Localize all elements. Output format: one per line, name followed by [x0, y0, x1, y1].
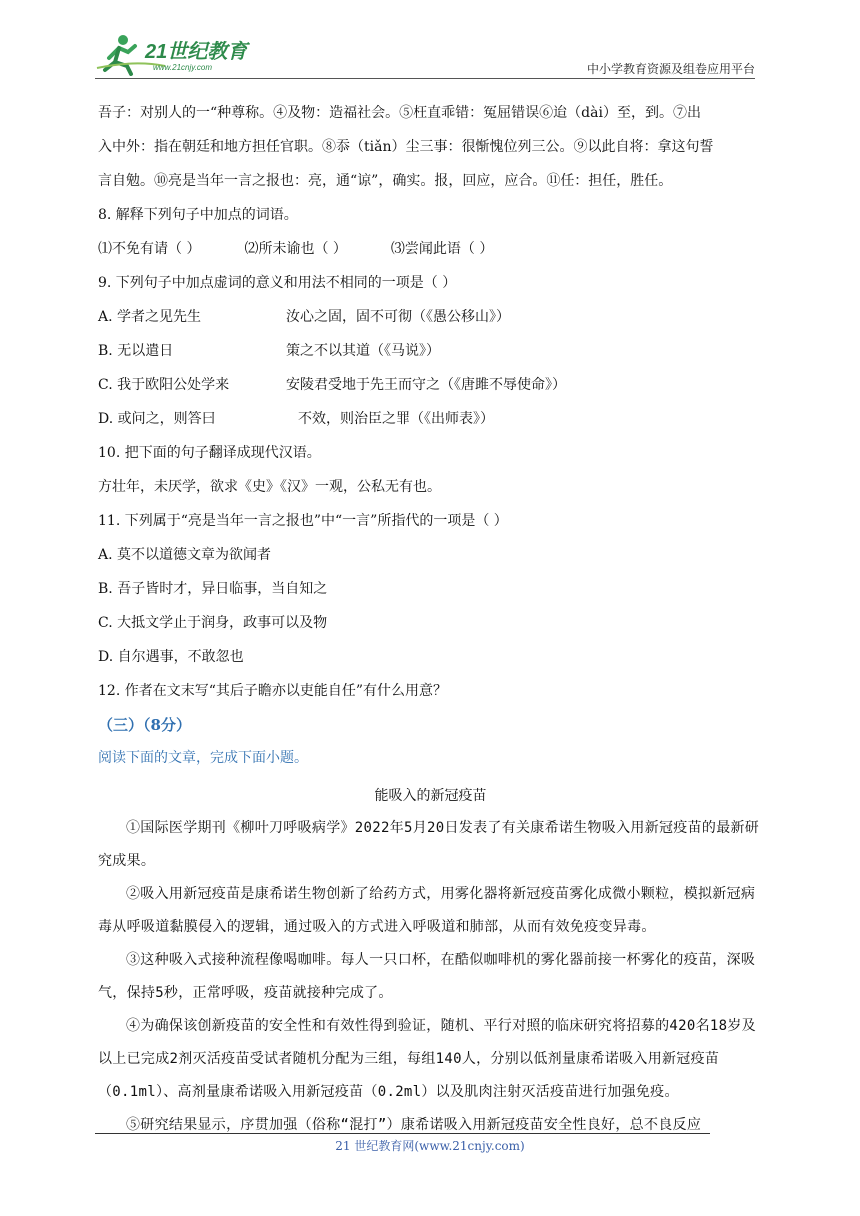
q12-stem: 12. 作者在文末写“其后子瞻亦以吏能自任”有什么用意？ [98, 683, 448, 699]
header-divider [95, 78, 755, 79]
q8-stem: 8. 解释下列句子中加点的词语。 [98, 207, 298, 223]
footer-divider [95, 1133, 710, 1134]
q9-option-b-right: 策之不以其道（《马说》） [286, 343, 440, 359]
note-line-2: 入中外：指在朝廷和地方担任官职。⑧忝（tiǎn）尘三事：很惭愧位列三公。⑨以此自将：拿这句誓 [98, 139, 714, 155]
article-paragraph-2: ②吸入用新冠疫苗是康希诺生物创新了给药方式，用雾化器将新冠疫苗雾化成微小颗粒，模拟新冠病毒从呼吸道黏膜侵入的逻辑，通过吸入的方式进入呼吸道和肺部，从而有效免疫变异毒。 [98, 886, 756, 935]
article-paragraph-5: ⑤研究结果显示，序贯加强（俗称“混打”）康希诺吸入用新冠疫苗安全性良好，总不良反应 [126, 1117, 702, 1133]
q11-option-b: B. 吾子皆时才，异日临事，当自知之 [98, 581, 328, 597]
q11-option-a: A. 莫不以道德文章为欲闻者 [98, 547, 272, 563]
page-content [98, 96, 763, 1142]
platform-label: 中小学教育资源及组卷应用平台 [586, 62, 755, 76]
q9-option-c-left: C. 我于欧阳公处学来 [98, 377, 230, 393]
q11-option-d: D. 自尔遇事，不敢忽也 [98, 649, 244, 665]
page-header [95, 32, 755, 80]
section-3-intro: 阅读下面的文章，完成下面小题。 [98, 750, 308, 766]
logo-text: 21世纪教育 [145, 41, 248, 63]
q8-items [98, 232, 763, 266]
q10-sentence: 方壮年，未厌学，欲求《史》《汉》一观，公私无有也。 [98, 479, 441, 495]
article-paragraph-4: ④为确保该创新疫苗的安全性和有效性得到验证，随机、平行对照的临床研究将招募的420名18岁及以上已完成2剂灭活疫苗受试者随机分配为三组，每组140人，分别以低剂量康希诺吸入用新冠疫苗（0.1ml）、高剂量康希诺吸入用新冠疫苗（0.2ml）以及肌肉注射灭活疫苗进行加强免疫。 [98, 1018, 756, 1100]
article-paragraph-1: ①国际医学期刊《柳叶刀呼吸病学》2022年5月20日发表了有关康希诺生物吸入用新冠疫苗的最新研究成果。 [98, 820, 760, 869]
q8-item-1: ⑴不免有请（ ） [98, 241, 201, 257]
logo-21cnjy [95, 32, 265, 76]
q8-item-2: ⑵所未谕也（ ） [244, 241, 347, 257]
q9-option-d [98, 402, 763, 436]
q10-stem: 10. 把下面的句子翻译成现代汉语。 [98, 445, 321, 461]
q11-stem: 11. 下列属于“亮是当年一言之报也”中“一言”所指代的一项是（ ） [98, 513, 508, 529]
q9-option-d-right: 不效，则治臣之罪（《出师表》） [298, 411, 494, 427]
logo-url: www.21cnjy.com [153, 63, 212, 72]
q9-option-c-right: 安陵君受地于先王而守之（《唐雎不辱使命》） [286, 377, 566, 393]
q9-option-a-right: 汝心之固，固不可彻（《愚公移山》） [286, 309, 510, 325]
q8-item-3: ⑶尝闻此语（ ） [390, 241, 494, 257]
q9-option-b-left: B. 无以遣日 [98, 343, 174, 359]
q9-option-c [98, 368, 763, 402]
article-title: 能吸入的新冠疫苗 [374, 788, 487, 804]
article-paragraph-3: ③这种吸入式接种流程像喝咖啡。每人一只口杯，在酷似咖啡机的雾化器前接一杯雾化的疫苗，深吸气，保持5秒，正常呼吸，疫苗就接种完成了。 [98, 952, 756, 1001]
q9-option-b [98, 334, 763, 368]
section-3-title: （三）（8分） [98, 716, 191, 734]
note-line-3: 言自勉。⑩亮是当年一言之报也：亮，通“谅”，确实。报，回应，应合。⑪任：担任，胜任。 [98, 173, 673, 189]
q9-stem: 9. 下列句子中加点虚词的意义和用法不相同的一项是（ ） [98, 275, 457, 291]
footer-link[interactable]: 21 世纪教育网(www.21cnjy.com) [335, 1139, 525, 1153]
note-line-1: 吾子：对别人的一“种尊称。④及物：造福社会。⑤枉直乖错：冤屈错误⑥迨（dài）至，到。⑦出 [98, 105, 701, 121]
q9-option-a-left: A. 学者之见先生 [98, 309, 202, 325]
q11-option-c: C. 大抵文学止于润身，政事可以及物 [98, 615, 328, 631]
q9-option-d-left: D. 或问之，则答曰 [98, 411, 216, 427]
q9-option-a [98, 300, 763, 334]
